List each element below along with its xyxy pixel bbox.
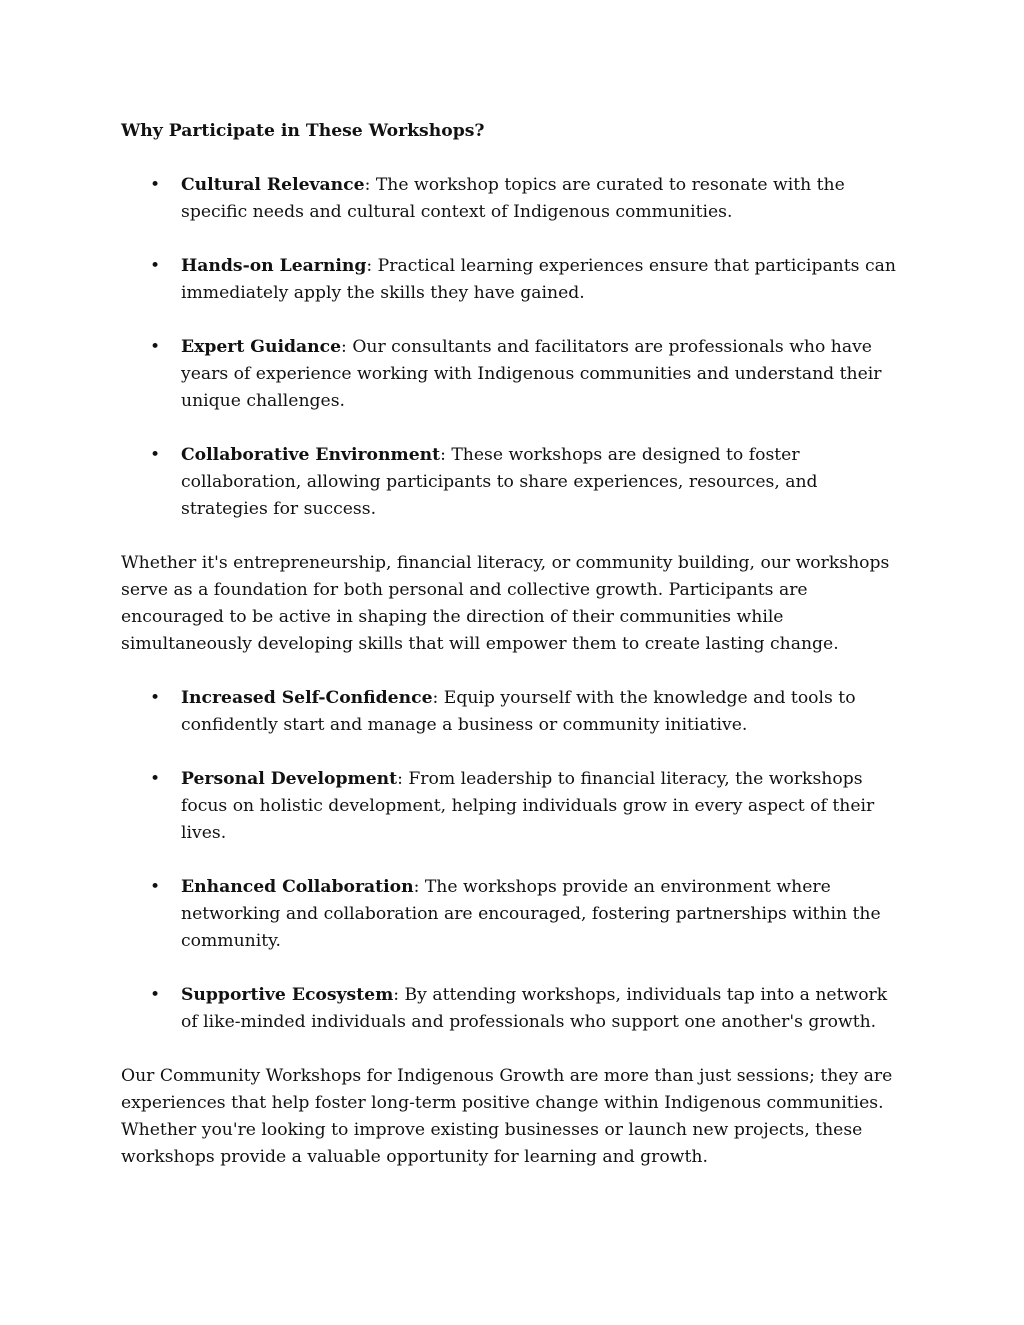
list-item bbox=[121, 172, 906, 226]
closing-paragraph: Our Community Workshops for Indigenous Growth are more than just sessions; they are experiences that help foster long-term positive change within Indigenous communities. Whether you're looking to improve existing businesses or launch new projects, these workshops provide a valuable opportunity for learning and growth. bbox=[121, 1066, 893, 1167]
bullet-icon: • bbox=[150, 769, 161, 789]
bullet-icon: • bbox=[150, 877, 161, 897]
bullet-icon: • bbox=[150, 985, 161, 1005]
list-item-text: Equip yourself with the knowledge and tools to confidently start and manage a business or community initiative. bbox=[181, 688, 856, 735]
bullet-icon: • bbox=[150, 445, 161, 465]
list-item-separator: : bbox=[393, 985, 405, 1005]
list-item-text: Practical learning experiences ensure that participants can immediately apply the skills they have gained. bbox=[181, 256, 896, 303]
list-item bbox=[121, 874, 906, 955]
list-item-term: Personal Development bbox=[181, 769, 398, 789]
list-item-text: These workshops are designed to foster collaboration, allowing participants to share experiences, resources, and strategies for success. bbox=[181, 445, 818, 519]
list-item bbox=[121, 766, 906, 847]
list-item-term: Enhanced Collaboration bbox=[181, 877, 414, 897]
list-item-separator: : bbox=[432, 688, 444, 708]
benefits-list-secondary bbox=[121, 685, 906, 1036]
bullet-icon: • bbox=[150, 256, 161, 276]
list-item-text: From leadership to financial literacy, the workshops focus on holistic development, helping individuals grow in every aspect of their lives. bbox=[181, 769, 875, 843]
list-item-term: Expert Guidance bbox=[181, 337, 342, 357]
list-item-text: By attending workshops, individuals tap into a network of like-minded individuals and professionals who support one another's growth. bbox=[181, 985, 888, 1032]
list-item-term: Cultural Relevance bbox=[181, 175, 365, 195]
section-heading: Why Participate in These Workshops? bbox=[121, 121, 485, 141]
list-item bbox=[121, 982, 906, 1036]
list-item bbox=[121, 685, 906, 739]
benefits-list-primary bbox=[121, 172, 906, 523]
list-item bbox=[121, 442, 906, 523]
list-item-separator: : bbox=[364, 175, 376, 195]
list-item-separator: : bbox=[440, 445, 452, 465]
bullet-icon: • bbox=[150, 337, 161, 357]
document-page bbox=[121, 118, 906, 1198]
list-item bbox=[121, 253, 906, 307]
list-item-separator: : bbox=[413, 877, 425, 897]
list-item-text: The workshop topics are curated to resonate with the specific needs and cultural context of Indigenous communities. bbox=[181, 175, 845, 222]
list-item-text: Our consultants and facilitators are professionals who have years of experience working with Indigenous communities and understand their unique challenges. bbox=[181, 337, 882, 411]
bullet-icon: • bbox=[150, 688, 161, 708]
list-item-text: The workshops provide an environment where networking and collaboration are encouraged, fostering partnerships within the community. bbox=[181, 877, 881, 951]
list-item-separator: : bbox=[341, 337, 353, 357]
body-paragraph: Whether it's entrepreneurship, financial literacy, or community building, our workshops serve as a foundation for both personal and collective growth. Participants are encouraged to be active in shaping the direction of their communities while simultaneously developing skills that will empower them to create lasting change. bbox=[121, 553, 890, 654]
list-item-term: Supportive Ecosystem bbox=[181, 985, 394, 1005]
list-item bbox=[121, 334, 906, 415]
list-item-term: Hands-on Learning bbox=[181, 256, 367, 276]
bullet-icon: • bbox=[150, 175, 161, 195]
list-item-separator: : bbox=[366, 256, 378, 276]
list-item-separator: : bbox=[397, 769, 409, 789]
list-item-term: Increased Self-Confidence bbox=[181, 688, 433, 708]
list-item-term: Collaborative Environment bbox=[181, 445, 441, 465]
